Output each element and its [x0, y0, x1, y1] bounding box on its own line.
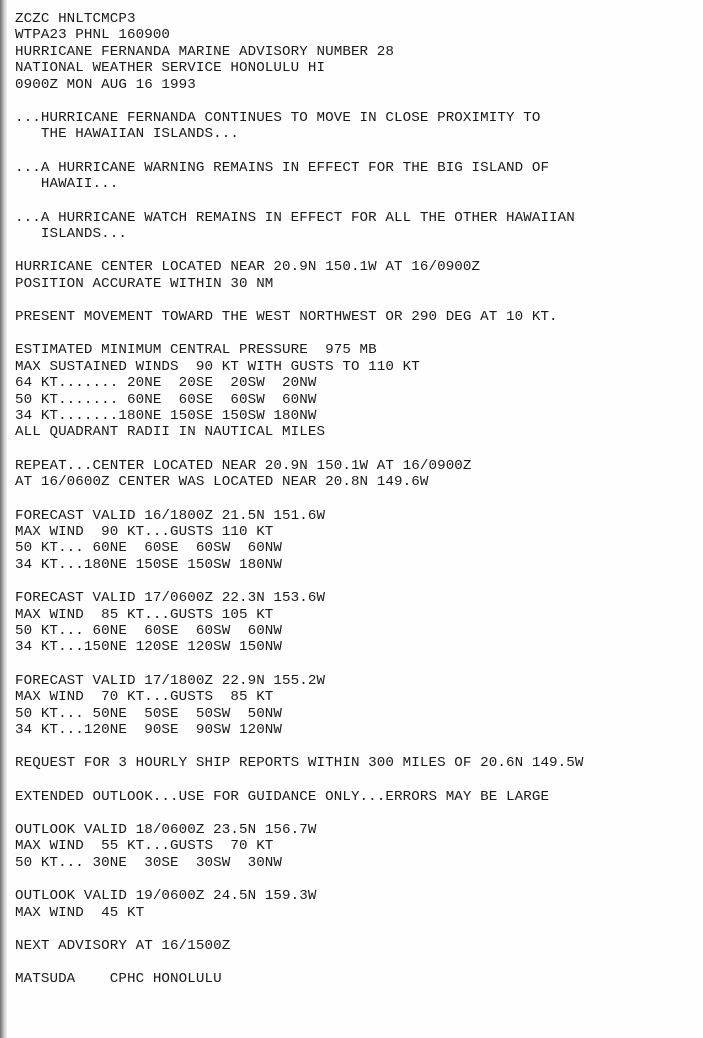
wind-radii-line: 64 KT....... 20NE 20SE 20SW 20NW [15, 375, 317, 392]
repeat-line: REPEAT...CENTER LOCATED NEAR 20.9N 150.1W AT 16/0900Z [15, 457, 472, 474]
advisory-text [15, 11, 695, 988]
forecast-line: FORECAST VALID 17/0600Z 22.3N 153.6W [15, 590, 326, 607]
outlook-line: MAX WIND 55 KT...GUSTS 70 KT [15, 838, 274, 855]
center-position [15, 259, 695, 292]
extended-line: EXTENDED OUTLOOK...USE FOR GUIDANCE ONLY...ERRORS MAY BE LARGE [15, 788, 550, 805]
forecast-line: 34 KT...180NE 150SE 150SW 180NW [15, 556, 283, 573]
headline-continues [15, 110, 695, 143]
outlook-block-2 [15, 888, 695, 921]
signature [15, 971, 695, 987]
center-line: HURRICANE CENTER LOCATED NEAR 20.9N 150.1W AT 16/0900Z [15, 259, 481, 276]
intensity-block [15, 342, 695, 440]
intensity-line: ALL QUADRANT RADII IN NAUTICAL MILES [15, 424, 326, 441]
outlook-line: OUTLOOK VALID 18/0600Z 23.5N 156.7W [15, 822, 317, 839]
repeat-line: AT 16/0600Z CENTER WAS LOCATED NEAR 20.8N 149.6W [15, 474, 429, 491]
forecast-line: MAX WIND 85 KT...GUSTS 105 KT [15, 606, 274, 623]
forecaster-signature: MATSUDA CPHC HONOLULU [15, 971, 222, 988]
repeat-block [15, 458, 695, 491]
forecast-line: FORECAST VALID 17/1800Z 22.9N 155.2W [15, 672, 326, 689]
forecast-line: 34 KT...120NE 90SE 90SW 120NW [15, 721, 283, 738]
headline-line: THE HAWAIIAN ISLANDS... [15, 126, 239, 143]
outlook-line: OUTLOOK VALID 19/0600Z 24.5N 159.3W [15, 888, 317, 905]
outlook-block-1 [15, 822, 695, 871]
headline-line: ...HURRICANE FERNANDA CONTINUES TO MOVE IN CLOSE PROXIMITY TO [15, 109, 541, 126]
headline-line: HAWAII... [15, 176, 119, 193]
header-line: ZCZC HNLTCMCP3 [15, 11, 136, 27]
wind-radii-line: 34 KT.......180NE 150SE 150SW 180NW [15, 408, 317, 425]
ship-report-request [15, 755, 695, 771]
scan-edge-shadow [0, 0, 7, 1038]
forecast-line: MAX WIND 90 KT...GUSTS 110 KT [15, 523, 274, 540]
issue-time: 0900Z MON AUG 16 1993 [15, 76, 196, 93]
wind-radii-line: 50 KT....... 60NE 60SE 60SW 60NW [15, 391, 317, 408]
headline-line: ISLANDS... [15, 225, 127, 242]
forecast-block-2 [15, 590, 695, 656]
forecast-line: FORECAST VALID 16/1800Z 21.5N 151.6W [15, 507, 326, 524]
intensity-line: MAX SUSTAINED WINDS 90 KT WITH GUSTS TO 110 KT [15, 358, 420, 375]
headline-line: ...A HURRICANE WATCH REMAINS IN EFFECT FOR ALL THE OTHER HAWAIIAN [15, 209, 575, 226]
header-line: WTPA23 PHNL 160900 [15, 27, 171, 44]
movement-line: PRESENT MOVEMENT TOWARD THE WEST NORTHWEST OR 290 DEG AT 10 KT. [15, 309, 558, 326]
headline-line: ...A HURRICANE WARNING REMAINS IN EFFECT FOR THE BIG ISLAND OF [15, 159, 550, 176]
forecast-line: 50 KT... 60NE 60SE 60SW 60NW [15, 540, 283, 557]
outlook-line: MAX WIND 45 KT [15, 904, 145, 921]
outlook-line: 50 KT... 30NE 30SE 30SW 30NW [15, 854, 283, 871]
headline-watch [15, 210, 695, 243]
forecast-block-3 [15, 673, 695, 739]
forecast-line: 34 KT...150NE 120SE 120SW 150NW [15, 639, 283, 656]
extended-outlook-note [15, 789, 695, 805]
request-line: REQUEST FOR 3 HOURLY SHIP REPORTS WITHIN 300 MILES OF 20.6N 149.5W [15, 755, 584, 772]
next-advisory-line: NEXT ADVISORY AT 16/1500Z [15, 938, 231, 955]
forecast-line: MAX WIND 70 KT...GUSTS 85 KT [15, 689, 274, 706]
intensity-line: ESTIMATED MINIMUM CENTRAL PRESSURE 975 MB [15, 342, 377, 359]
headline-warning [15, 160, 695, 193]
advisory-title: HURRICANE FERNANDA MARINE ADVISORY NUMBER 28 [15, 43, 395, 60]
forecast-line: 50 KT... 50NE 50SE 50SW 50NW [15, 705, 283, 722]
center-line: POSITION ACCURATE WITHIN 30 NM [15, 275, 274, 292]
forecast-block-1 [15, 508, 695, 574]
forecast-line: 50 KT... 60NE 60SE 60SW 60NW [15, 622, 283, 639]
next-advisory [15, 938, 695, 954]
present-movement [15, 309, 695, 325]
header-block [15, 11, 695, 93]
issuing-office: NATIONAL WEATHER SERVICE HONOLULU HI [15, 60, 326, 77]
